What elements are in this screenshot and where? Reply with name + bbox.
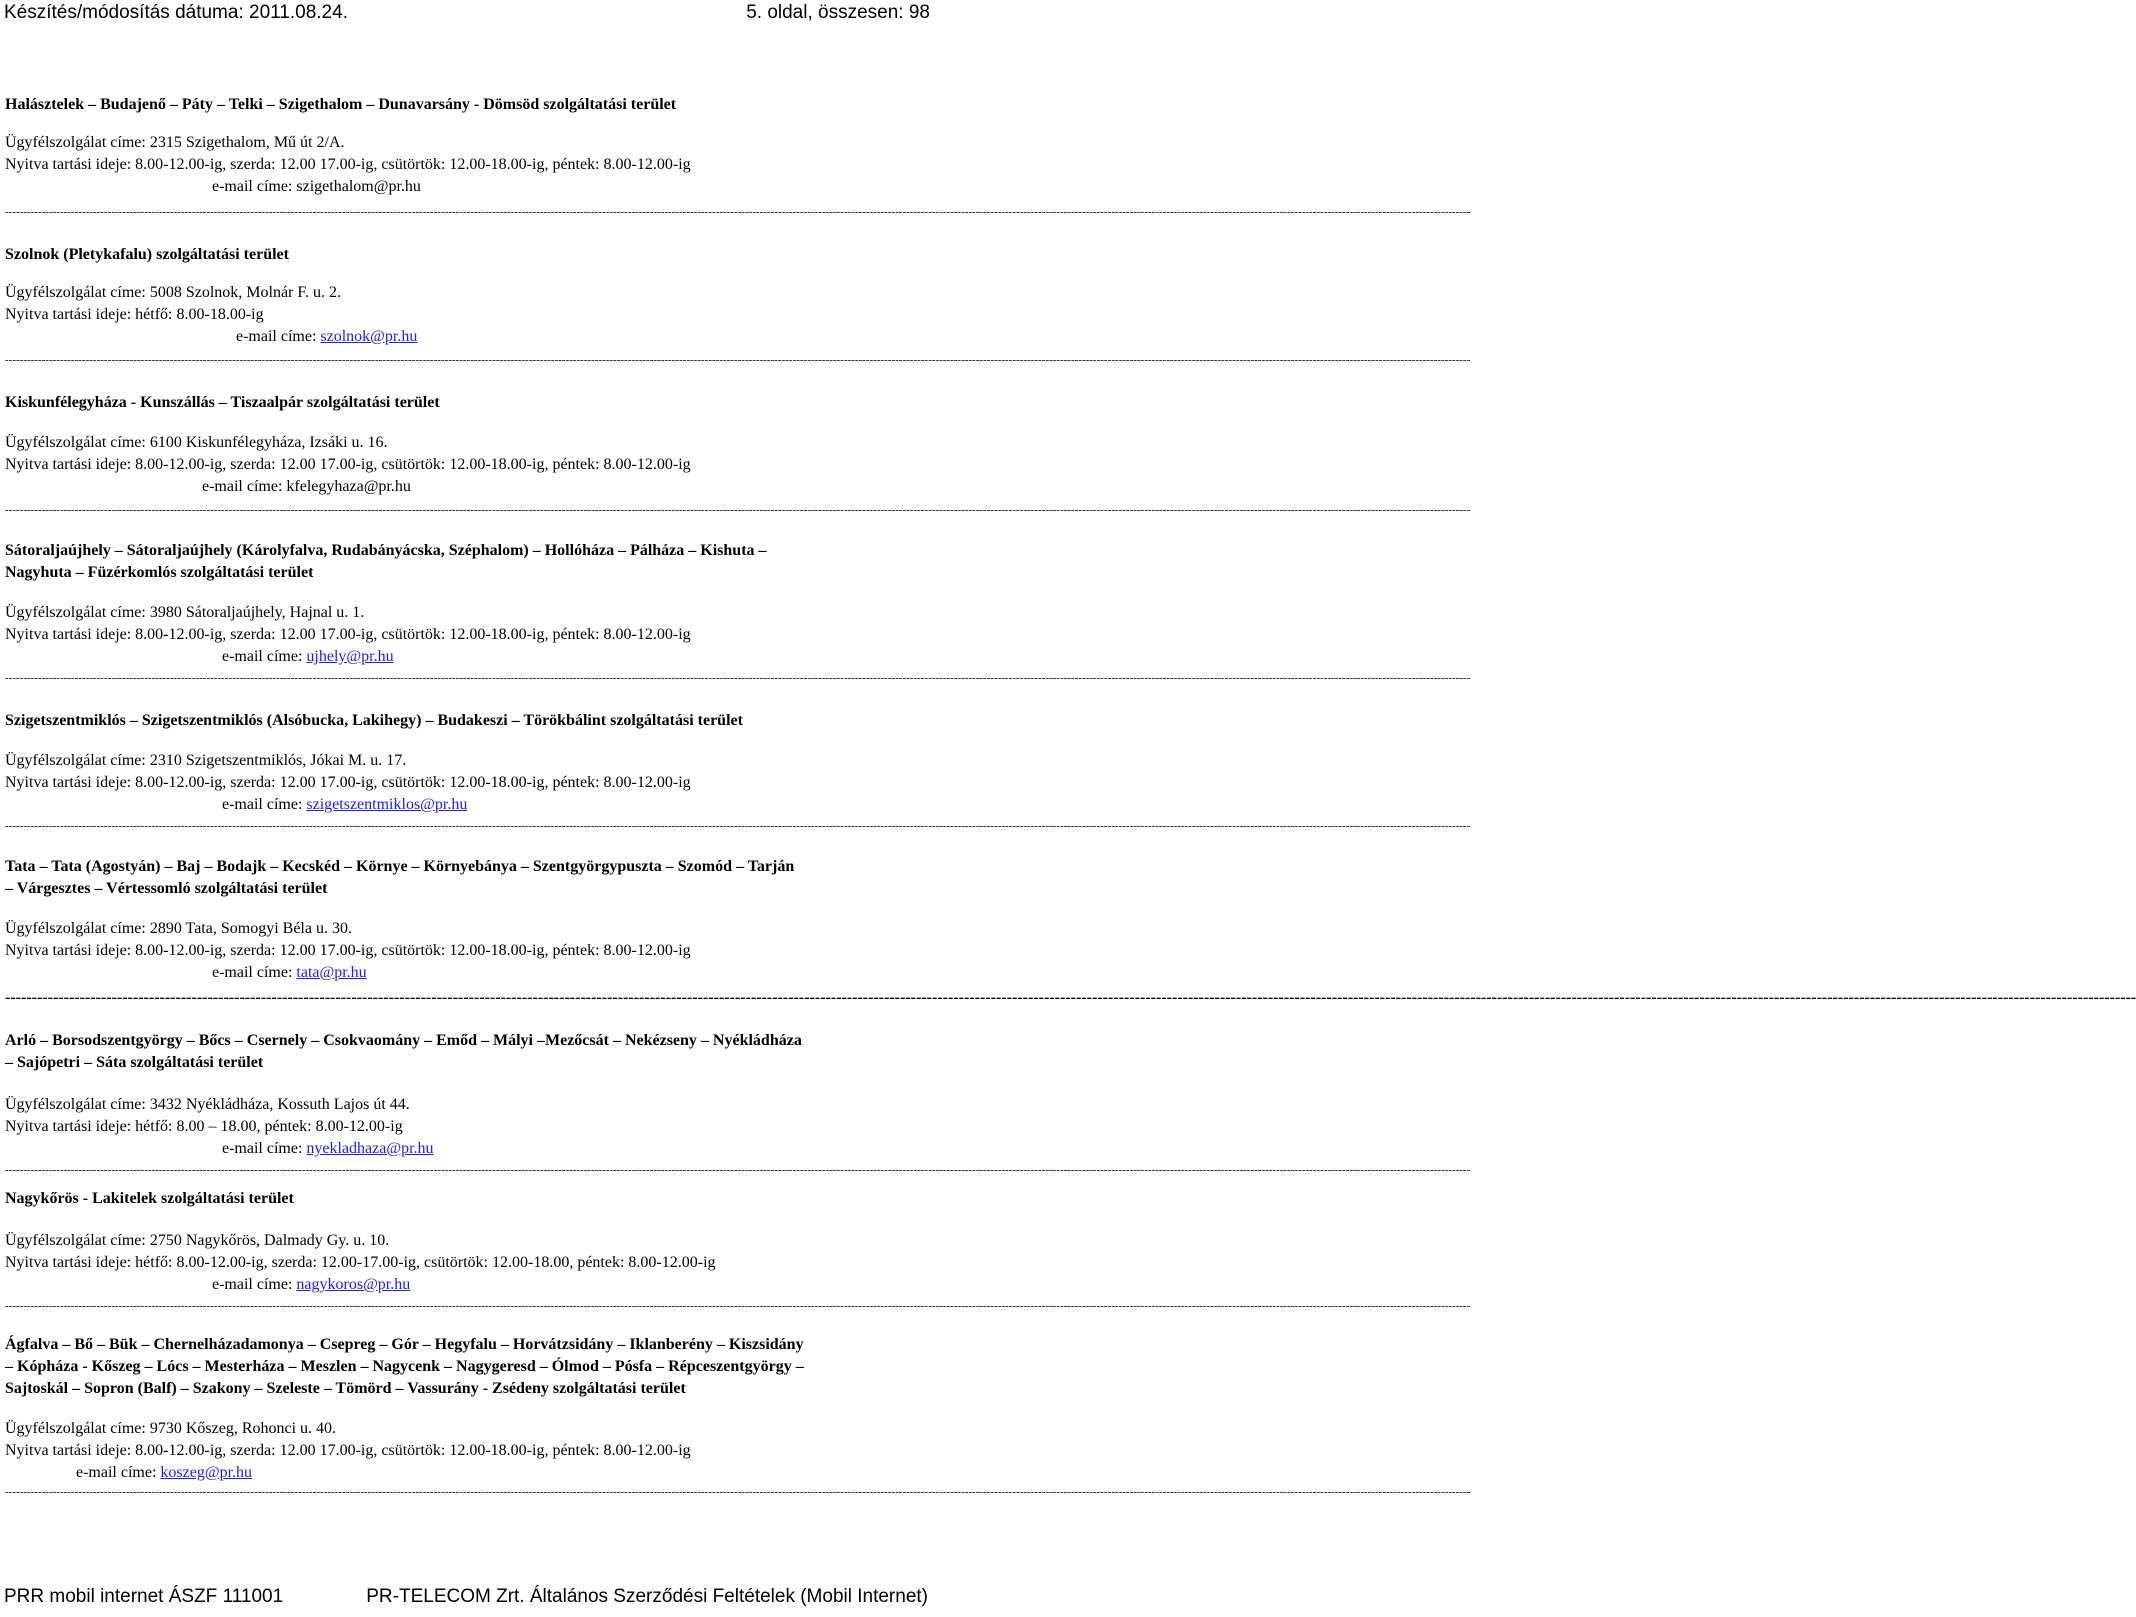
email-line — [212, 964, 367, 982]
section-title: Szolnok (Pletykafalu) szolgáltatási terület — [5, 246, 289, 263]
header-page-number: 5. oldal, összesen: 98 — [746, 2, 930, 23]
email-line — [202, 478, 411, 496]
email-label: e-mail címe: — [202, 478, 287, 495]
opening-hours: Nyitva tartási ideje: 8.00-12.00-ig, szerda: 12.00 17.00-ig, csütörtök: 12.00-18.00-ig, péntek: 8.00-12.00-ig — [5, 156, 691, 173]
service-address: Ügyfélszolgálat címe: 2890 Tata, Somogyi Béla u. 30. — [5, 920, 352, 937]
email-link[interactable]: tata@pr.hu — [296, 964, 367, 981]
email-link[interactable]: nagykoros@pr.hu — [296, 1276, 411, 1293]
service-address: Ügyfélszolgálat címe: 9730 Kőszeg, Rohonci u. 40. — [5, 1420, 337, 1437]
email-line — [212, 178, 421, 196]
email-label: e-mail címe: — [222, 1140, 307, 1157]
email-line — [222, 648, 394, 666]
section-title-line: Arló – Borsodszentgyörgy – Bőcs – Csernely – Csokvaomány – Emőd – Mályi –Mezőcsát – Nekézseny – Nyékládháza — [5, 1032, 802, 1049]
section-title-line: Ágfalva – Bő – Bük – Chernelházadamonya – Csepreg – Gór – Hegyfalu – Horvátzsidány – Iklanberény – Kiszsidány — [5, 1336, 804, 1353]
footer-document-id: PRR mobil internet ÁSZF 111001 — [4, 1586, 284, 1607]
email-link[interactable]: nyekladhaza@pr.hu — [306, 1140, 434, 1157]
opening-hours: Nyitva tartási ideje: hétfő: 8.00-12.00-ig, szerda: 12.00-17.00-ig, csütörtök: 12.00-18.00, péntek: 8.00-12.00-ig — [5, 1254, 716, 1271]
email-label: e-mail címe: — [236, 328, 321, 345]
email-link[interactable]: szolnok@pr.hu — [320, 328, 418, 345]
section-title-line: Sátoraljaújhely – Sátoraljaújhely (Károlyfalva, Rudabányácska, Széphalom) – Hollóháza – Pálháza – Kishuta – — [5, 542, 767, 559]
section-title: Halásztelek – Budajenő – Páty – Telki – Szigethalom – Dunavarsány - Dömsöd szolgáltatási terület — [5, 96, 677, 113]
opening-hours: Nyitva tartási ideje: 8.00-12.00-ig, szerda: 12.00 17.00-ig, csütörtök: 12.00-18.00-ig, péntek: 8.00-12.00-ig — [5, 456, 691, 473]
email-line — [222, 1140, 434, 1158]
section-divider: ---------------------------------------------------------------------------------------------------------------------------------------------------------------------------------------------------------------------------------------------------------------------------------------------------------------------------------------------------------------------------------------------------------------- — [5, 1300, 1471, 1312]
section-divider: ---------------------------------------------------------------------------------------------------------------------------------------------------------------------------------------------------------------------------------------------------------------------------------------------------------------------------------------------------------------------------------------------------------------- — [5, 1486, 1471, 1498]
email-label: e-mail címe: — [212, 1276, 297, 1293]
section-divider: ---------------------------------------------------------------------------------------------------------------------------------------------------------------------------------------------------------------------------------------------------------------------------------------------------------------------------------------------------------------------------------------------------------------- — [5, 820, 1471, 832]
service-address: Ügyfélszolgálat címe: 2750 Nagykőrös, Dalmady Gy. u. 10. — [5, 1232, 390, 1249]
service-address: Ügyfélszolgálat címe: 2310 Szigetszentmiklós, Jókai M. u. 17. — [5, 752, 407, 769]
section-divider: ---------------------------------------------------------------------------------------------------------------------------------------------------------------------------------------------------------------------------------------------------------------------------------------------------------------------------------------------------------------------------------------------------------------- — [5, 206, 1471, 218]
email-text: kfelegyhaza@pr.hu — [286, 478, 411, 495]
service-address: Ügyfélszolgálat címe: 5008 Szolnok, Molnár F. u. 2. — [5, 284, 341, 301]
email-line — [212, 1276, 410, 1294]
email-text: szigethalom@pr.hu — [296, 178, 421, 195]
opening-hours: Nyitva tartási ideje: 8.00-12.00-ig, szerda: 12.00 17.00-ig, csütörtök: 12.00-18.00-ig, péntek: 8.00-12.00-ig — [5, 1442, 691, 1459]
section-title: Szigetszentmiklós – Szigetszentmiklós (Alsóbucka, Lakihegy) – Budakeszi – Törökbálint szolgáltatási terület — [5, 712, 743, 729]
section-title: Kiskunfélegyháza - Kunszállás – Tiszaalpár szolgáltatási terület — [5, 394, 440, 411]
email-link[interactable]: ujhely@pr.hu — [306, 648, 394, 665]
section-divider: ---------------------------------------------------------------------------------------------------------------------------------------------------------------------------------------------------------------------------------------------------------------------------------------------------------------------------------------------------------------------------------------------------------------- — [5, 1164, 1471, 1176]
service-address: Ügyfélszolgálat címe: 3980 Sátoraljaújhely, Hajnal u. 1. — [5, 604, 365, 621]
section-divider-bold: ---------------------------------------------------------------------------------------------------------------------------------------------------------------------------------------------------------------------------------------------------------------------------------------------------------------------------------------------------------------------------------------------------------------- — [5, 989, 2136, 1006]
email-label: e-mail címe: — [212, 964, 297, 981]
email-line — [76, 1464, 252, 1482]
email-label: e-mail címe: — [222, 796, 307, 813]
service-address: Ügyfélszolgálat címe: 2315 Szigethalom, Mű út 2/A. — [5, 134, 345, 151]
opening-hours: Nyitva tartási ideje: 8.00-12.00-ig, szerda: 12.00 17.00-ig, csütörtök: 12.00-18.00-ig, péntek: 8.00-12.00-ig — [5, 626, 691, 643]
section-divider: ---------------------------------------------------------------------------------------------------------------------------------------------------------------------------------------------------------------------------------------------------------------------------------------------------------------------------------------------------------------------------------------------------------------- — [5, 504, 1471, 516]
email-link[interactable]: szigetszentmiklos@pr.hu — [306, 796, 468, 813]
section-title-line: Tata – Tata (Agostyán) – Baj – Bodajk – Kecskéd – Környe – Környebánya – Szentgyörgypuszta – Szomód – Tarján — [5, 858, 795, 875]
opening-hours: Nyitva tartási ideje: 8.00-12.00-ig, szerda: 12.00 17.00-ig, csütörtök: 12.00-18.00-ig, péntek: 8.00-12.00-ig — [5, 774, 691, 791]
section-divider: ---------------------------------------------------------------------------------------------------------------------------------------------------------------------------------------------------------------------------------------------------------------------------------------------------------------------------------------------------------------------------------------------------------------- — [5, 672, 1471, 684]
section-title: Nagykőrös - Lakitelek szolgáltatási terület — [5, 1190, 294, 1207]
email-line — [222, 796, 467, 814]
opening-hours: Nyitva tartási ideje: hétfő: 8.00 – 18.00, péntek: 8.00-12.00-ig — [5, 1118, 403, 1135]
section-title-line: Sajtoskál – Sopron (Balf) – Szakony – Szeleste – Tömörd – Vassurány - Zsédeny szolgáltatási terület — [5, 1380, 686, 1397]
service-address: Ügyfélszolgálat címe: 3432 Nyékládháza, Kossuth Lajos út 44. — [5, 1096, 410, 1113]
footer-document-title: PR-TELECOM Zrt. Általános Szerződési Feltételek (Mobil Internet) — [366, 1586, 928, 1607]
section-title-line: Nagyhuta – Füzérkomlós szolgáltatási terület — [5, 564, 314, 581]
header-date: Készítés/módosítás dátuma: 2011.08.24. — [4, 2, 348, 23]
email-label: e-mail címe: — [212, 178, 297, 195]
email-line — [236, 328, 417, 346]
section-divider: ---------------------------------------------------------------------------------------------------------------------------------------------------------------------------------------------------------------------------------------------------------------------------------------------------------------------------------------------------------------------------------------------------------------- — [5, 354, 1471, 366]
email-label: e-mail címe: — [222, 648, 307, 665]
section-title-line: – Várgesztes – Vértessomló szolgáltatási terület — [5, 880, 328, 897]
opening-hours: Nyitva tartási ideje: 8.00-12.00-ig, szerda: 12.00 17.00-ig, csütörtök: 12.00-18.00-ig, péntek: 8.00-12.00-ig — [5, 942, 691, 959]
opening-hours: Nyitva tartási ideje: hétfő: 8.00-18.00-ig — [5, 306, 264, 323]
service-address: Ügyfélszolgálat címe: 6100 Kiskunfélegyháza, Izsáki u. 16. — [5, 434, 388, 451]
section-title-line: – Kópháza - Kőszeg – Lócs – Mesterháza – Meszlen – Nagycenk – Nagygeresd – Ólmod – Pósfa – Répceszentgyörgy – — [5, 1358, 804, 1375]
section-title-line: – Sajópetri – Sáta szolgáltatási terület — [5, 1054, 264, 1071]
email-link[interactable]: koszeg@pr.hu — [160, 1464, 253, 1481]
email-label: e-mail címe: — [76, 1464, 161, 1481]
